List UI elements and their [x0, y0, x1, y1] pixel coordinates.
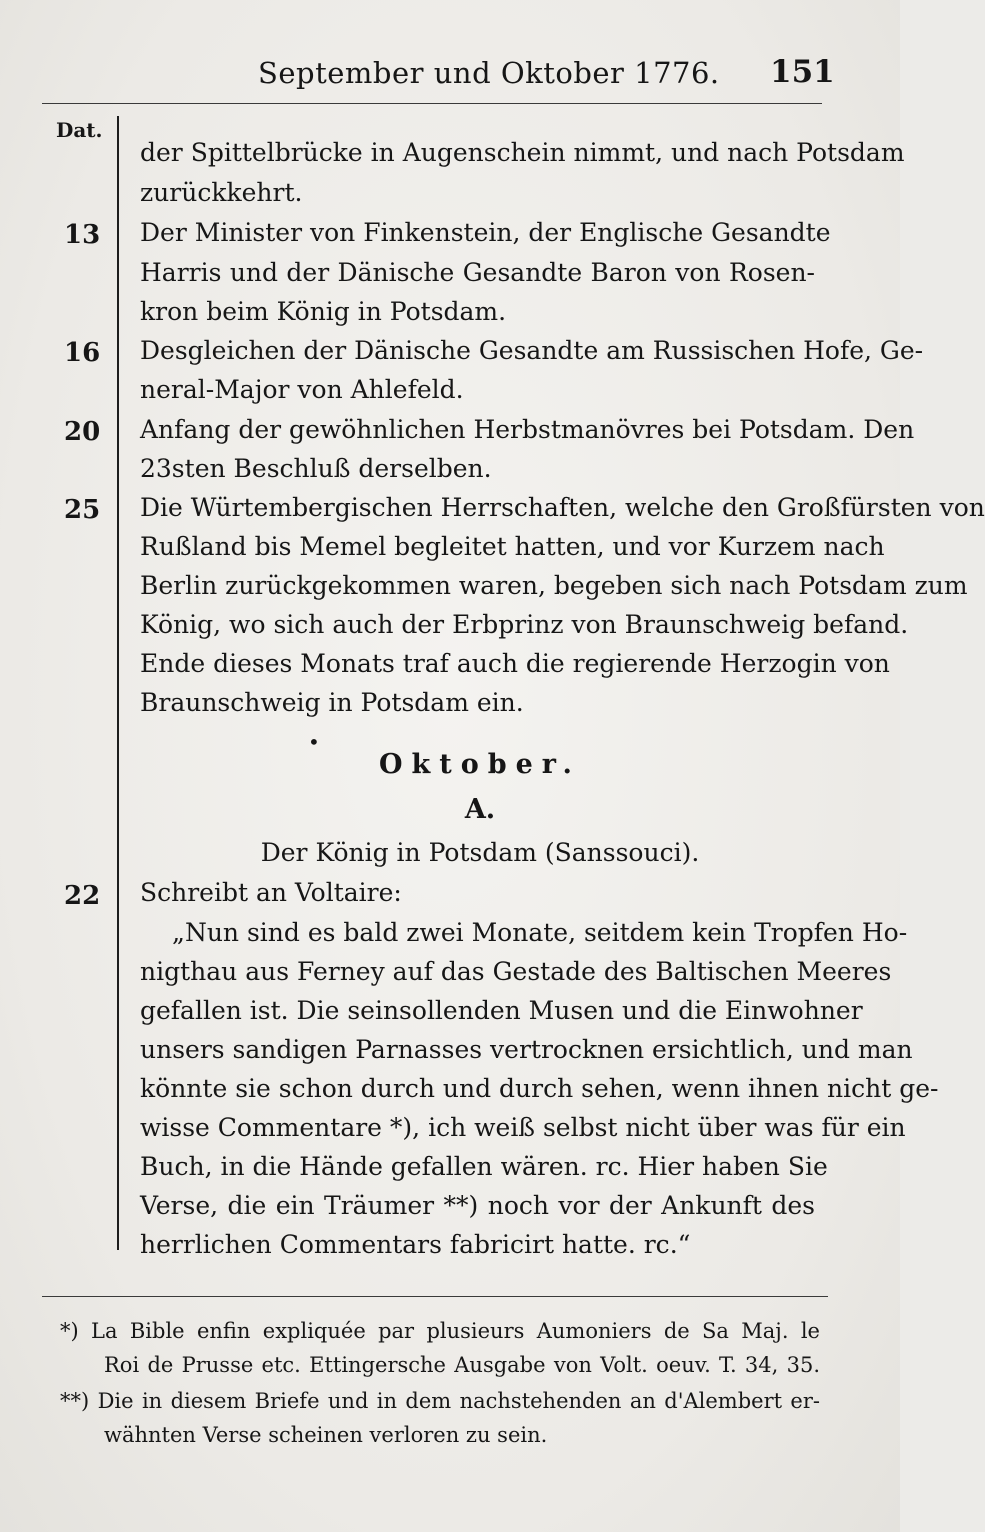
entry-line: zurückkehrt.	[140, 178, 303, 207]
entry-line: Die Würtembergischen Herrschaften, welche den Großfürsten von	[140, 493, 985, 522]
footnote-line: wähnten Verse scheinen verloren zu sein.	[104, 1423, 548, 1447]
entry-line: Anfang der gewöhnlichen Herbstmanövres bei Potsdam. Den	[140, 415, 915, 444]
letter-intro: Schreibt an Voltaire:	[140, 878, 402, 907]
running-title: September und Oktober 1776.	[258, 56, 720, 90]
entry-line: Braunschweig in Potsdam ein.	[140, 688, 524, 717]
entry-line: König, wo sich auch der Erbprinz von Braunschweig befand.	[140, 610, 909, 639]
letter-line: unsers sandigen Parnasses vertrocknen ersichtlich, und man	[140, 1035, 913, 1064]
running-header	[0, 56, 900, 96]
entry-line: Der Minister von Finkenstein, der Englische Gesandte	[140, 218, 831, 247]
letter-line: „Nun sind es bald zwei Monate, seitdem kein Tropfen Ho-	[172, 918, 908, 947]
date-column-label: Dat.	[56, 118, 103, 142]
entry-line: Harris und der Dänische Gesandte Baron von Rosen-	[140, 258, 815, 287]
entry-line: 23sten Beschluß derselben.	[140, 454, 492, 483]
entry-line: der Spittelbrücke in Augenschein nimmt, und nach Potsdam	[140, 138, 905, 167]
letter-line: Buch, in die Hände gefallen wären. rc. Hier haben Sie	[140, 1152, 828, 1181]
entry-line: Rußland bis Memel begleitet hatten, und vor Kurzem nach	[140, 532, 885, 561]
entry-line: Desgleichen der Dänische Gesandte am Russischen Hofe, Ge-	[140, 336, 924, 365]
entry-date: 20	[64, 417, 101, 447]
letter-line: Verse, die ein Träumer **) noch vor der Ankunft des	[140, 1191, 815, 1220]
month-heading: Oktober.	[379, 749, 581, 780]
date-column-rule	[117, 116, 119, 1250]
letter-line: wisse Commentare *), ich weiß selbst nicht über was für ein	[140, 1113, 906, 1142]
letter-line: herrlichen Commentars fabricirt hatte. rc.“	[140, 1230, 691, 1259]
entry-date: 13	[64, 220, 101, 250]
entry-line: neral-Major von Ahlefeld.	[140, 375, 464, 404]
entry-line: Ende dieses Monats traf auch die regierende Herzogin von	[140, 649, 890, 678]
ornament-dot: •	[308, 730, 320, 754]
entry-date: 16	[64, 338, 101, 368]
section-heading: A.	[464, 794, 496, 825]
entry-line: kron beim König in Potsdam.	[140, 297, 507, 326]
header-rule	[42, 103, 822, 104]
footnote-line: **) Die in diesem Briefe und in dem nachstehenden an d'Alembert er-	[60, 1389, 820, 1413]
footnote-line: *) La Bible enfin expliquée par plusieurs Aumoniers de Sa Maj. le	[60, 1319, 820, 1343]
footnote-rule	[42, 1296, 828, 1297]
letter-line: könnte sie schon durch und durch sehen, wenn ihnen nicht ge-	[140, 1074, 939, 1103]
footnote-line: Roi de Prusse etc. Ettingersche Ausgabe von Volt. oeuv. T. 34, 35.	[104, 1353, 820, 1377]
letter-line: nigthau aus Ferney auf das Gestade des Baltischen Meeres	[140, 957, 892, 986]
page-number: 151	[770, 54, 835, 90]
entry-date: 25	[64, 495, 101, 525]
entry-date: 22	[64, 881, 101, 911]
section-subheading: Der König in Potsdam (Sanssouci).	[260, 838, 700, 867]
letter-line: gefallen ist. Die seinsollenden Musen und die Einwohner	[140, 996, 863, 1025]
entry-line: Berlin zurückgekommen waren, begeben sich nach Potsdam zum	[140, 571, 968, 600]
